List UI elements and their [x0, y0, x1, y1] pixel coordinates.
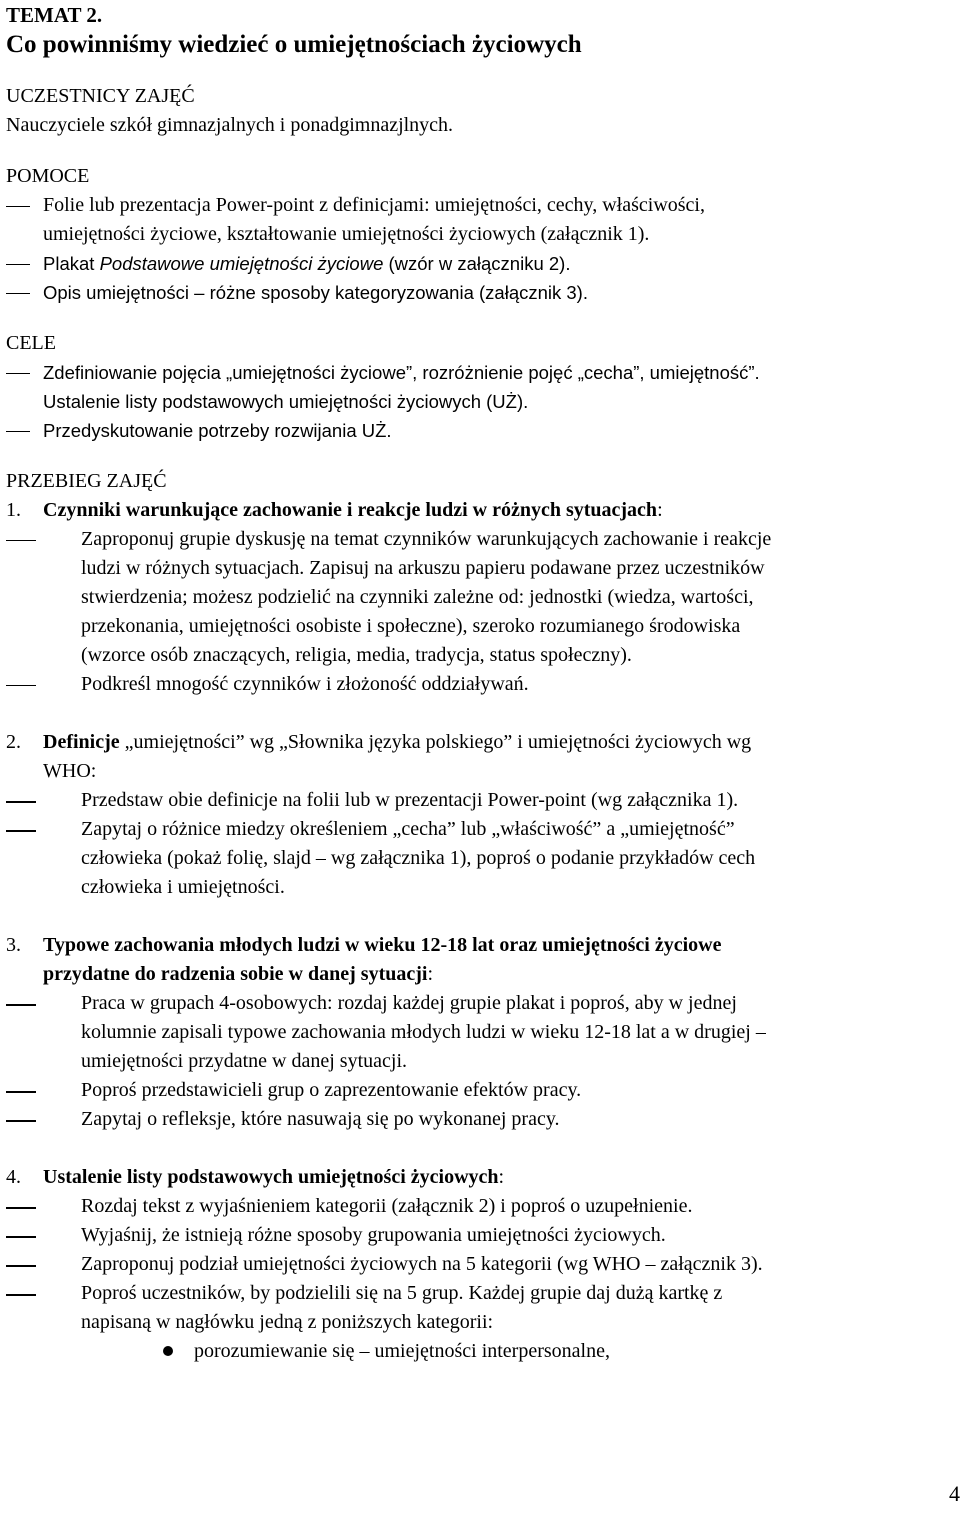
section-2-title-cont: WHO:: [43, 760, 97, 782]
page-title: Co powinniśmy wiedzieć o umiejętnościach życiowych: [6, 31, 582, 58]
section-2-item-cont: człowieka i umiejętności.: [81, 876, 285, 898]
cele-heading: CELE: [6, 332, 56, 354]
section-2-item-cont: człowieka (pokaż folię, slajd – wg załącznika 1), poproś o podanie przykładów cech: [81, 847, 756, 869]
document-page: [6, 0, 960, 1366]
section-1-item-cont: ludzi w różnych sytuacjach. Zapisuj na arkuszu papieru podawane przez uczestników: [81, 557, 765, 579]
cele-item: Przedyskutowanie potrzeby rozwijania UŻ.: [6, 416, 960, 445]
section-4-item: Poproś uczestników, by podzielili się na 5 grup. Każdej grupie daj dużą kartkę z: [6, 1279, 960, 1308]
section-3-item: Praca w grupach 4-osobowych: rozdaj każdej grupie plakat i poproś, aby w jednej: [6, 989, 960, 1018]
section-1-title: 1. Czynniki warunkujące zachowanie i reakcje ludzi w różnych sytuacjach:: [6, 499, 663, 521]
przebieg-heading: PRZEBIEG ZAJĘĆ: [6, 470, 167, 492]
section-2-title: 2. Definicje „umiejętności” wg „Słownika języka polskiego” i umiejętności życiowych wg: [6, 731, 752, 753]
section-4-title: 4. Ustalenie listy podstawowych umiejętności życiowych:: [6, 1166, 505, 1188]
temat-label: TEMAT 2.: [6, 3, 103, 27]
section-1-item-cont: stwierdzenia; możesz podzielić na czynniki zależne od: jednostki (wiedza, wartości,: [81, 586, 754, 608]
section-3-item: Zapytaj o refleksje, które nasuwają się po wykonanej pracy.: [6, 1105, 960, 1134]
page-number: 4: [949, 1481, 960, 1506]
section-3-title: 3. Typowe zachowania młodych ludzi w wieku 12-18 lat oraz umiejętności życiowe: [6, 934, 722, 956]
section-3-title-cont: przydatne do radzenia sobie w danej sytuacji:: [43, 963, 434, 985]
section-3-item: Poproś przedstawicieli grup o zaprezentowanie efektów pracy.: [6, 1076, 960, 1105]
section-3-item-cont: umiejętności przydatne w danej sytuacji.: [81, 1050, 408, 1072]
section-4-item: Wyjaśnij, że istnieją różne sposoby grupowania umiejętności życiowych.: [6, 1221, 960, 1250]
section-4-item: Rozdaj tekst z wyjaśnieniem kategorii (załącznik 2) i poproś o uzupełnienie.: [6, 1192, 960, 1221]
uczestnicy-heading: UCZESTNICY ZAJĘĆ: [6, 85, 195, 107]
cele-item: Ustalenie listy podstawowych umiejętności życiowych (UŻ).: [43, 391, 529, 412]
section-4-item-cont: napisaną w nagłówku jedną z poniższych kategorii:: [81, 1311, 494, 1333]
pomoce-item-cont: umiejętności życiowe, kształtowanie umiejętności życiowych (załącznik 1).: [43, 223, 650, 245]
pomoce-item: Folie lub prezentacja Power-point z definicjami: umiejętności, cechy, właściwości,: [6, 191, 960, 220]
category-bullet-item: porozumiewanie się – umiejętności interpersonalne,: [6, 1337, 960, 1366]
section-1-item: Podkreśl mnogość czynników i złożoność oddziaływań.: [6, 670, 960, 699]
cele-item: Zdefiniowanie pojęcia „umiejętności życiowe”, rozróżnienie pojęć „cecha”, umiejętność”.: [6, 358, 960, 387]
section-1-item-cont: (wzorce osób znaczących, religia, media, tradycja, status społeczny).: [81, 644, 632, 666]
section-3-item-cont: kolumnie zapisali typowe zachowania młodych ludzi w wieku 12-18 lat a w drugiej –: [81, 1021, 766, 1043]
section-2-item: Zapytaj o różnice miedzy określeniem „cecha” lub „właściwość” a „umiejętność”: [6, 815, 960, 844]
bullet-icon: [163, 1346, 173, 1356]
section-4-item: Zaproponuj podział umiejętności życiowych na 5 kategorii (wg WHO – załącznik 3).: [6, 1250, 960, 1279]
section-1-item-cont: przekonania, umiejętności osobiste i społeczne), szeroko rozumianego środowiska: [81, 615, 741, 637]
pomoce-item: Opis umiejętności – różne sposoby kategoryzowania (załącznik 3).: [6, 278, 960, 307]
pomoce-item: Plakat Podstawowe umiejętności życiowe (wzór w załączniku 2).: [6, 249, 960, 278]
section-1-item: Zaproponuj grupie dyskusję na temat czynników warunkujących zachowanie i reakcje: [6, 525, 960, 554]
pomoce-heading: POMOCE: [6, 165, 90, 187]
uczestnicy-text: Nauczyciele szkół gimnazjalnych i ponadgimnazjlnych.: [6, 114, 454, 136]
section-2-item: Przedstaw obie definicje na folii lub w prezentacji Power-point (wg załącznika 1).: [6, 786, 960, 815]
